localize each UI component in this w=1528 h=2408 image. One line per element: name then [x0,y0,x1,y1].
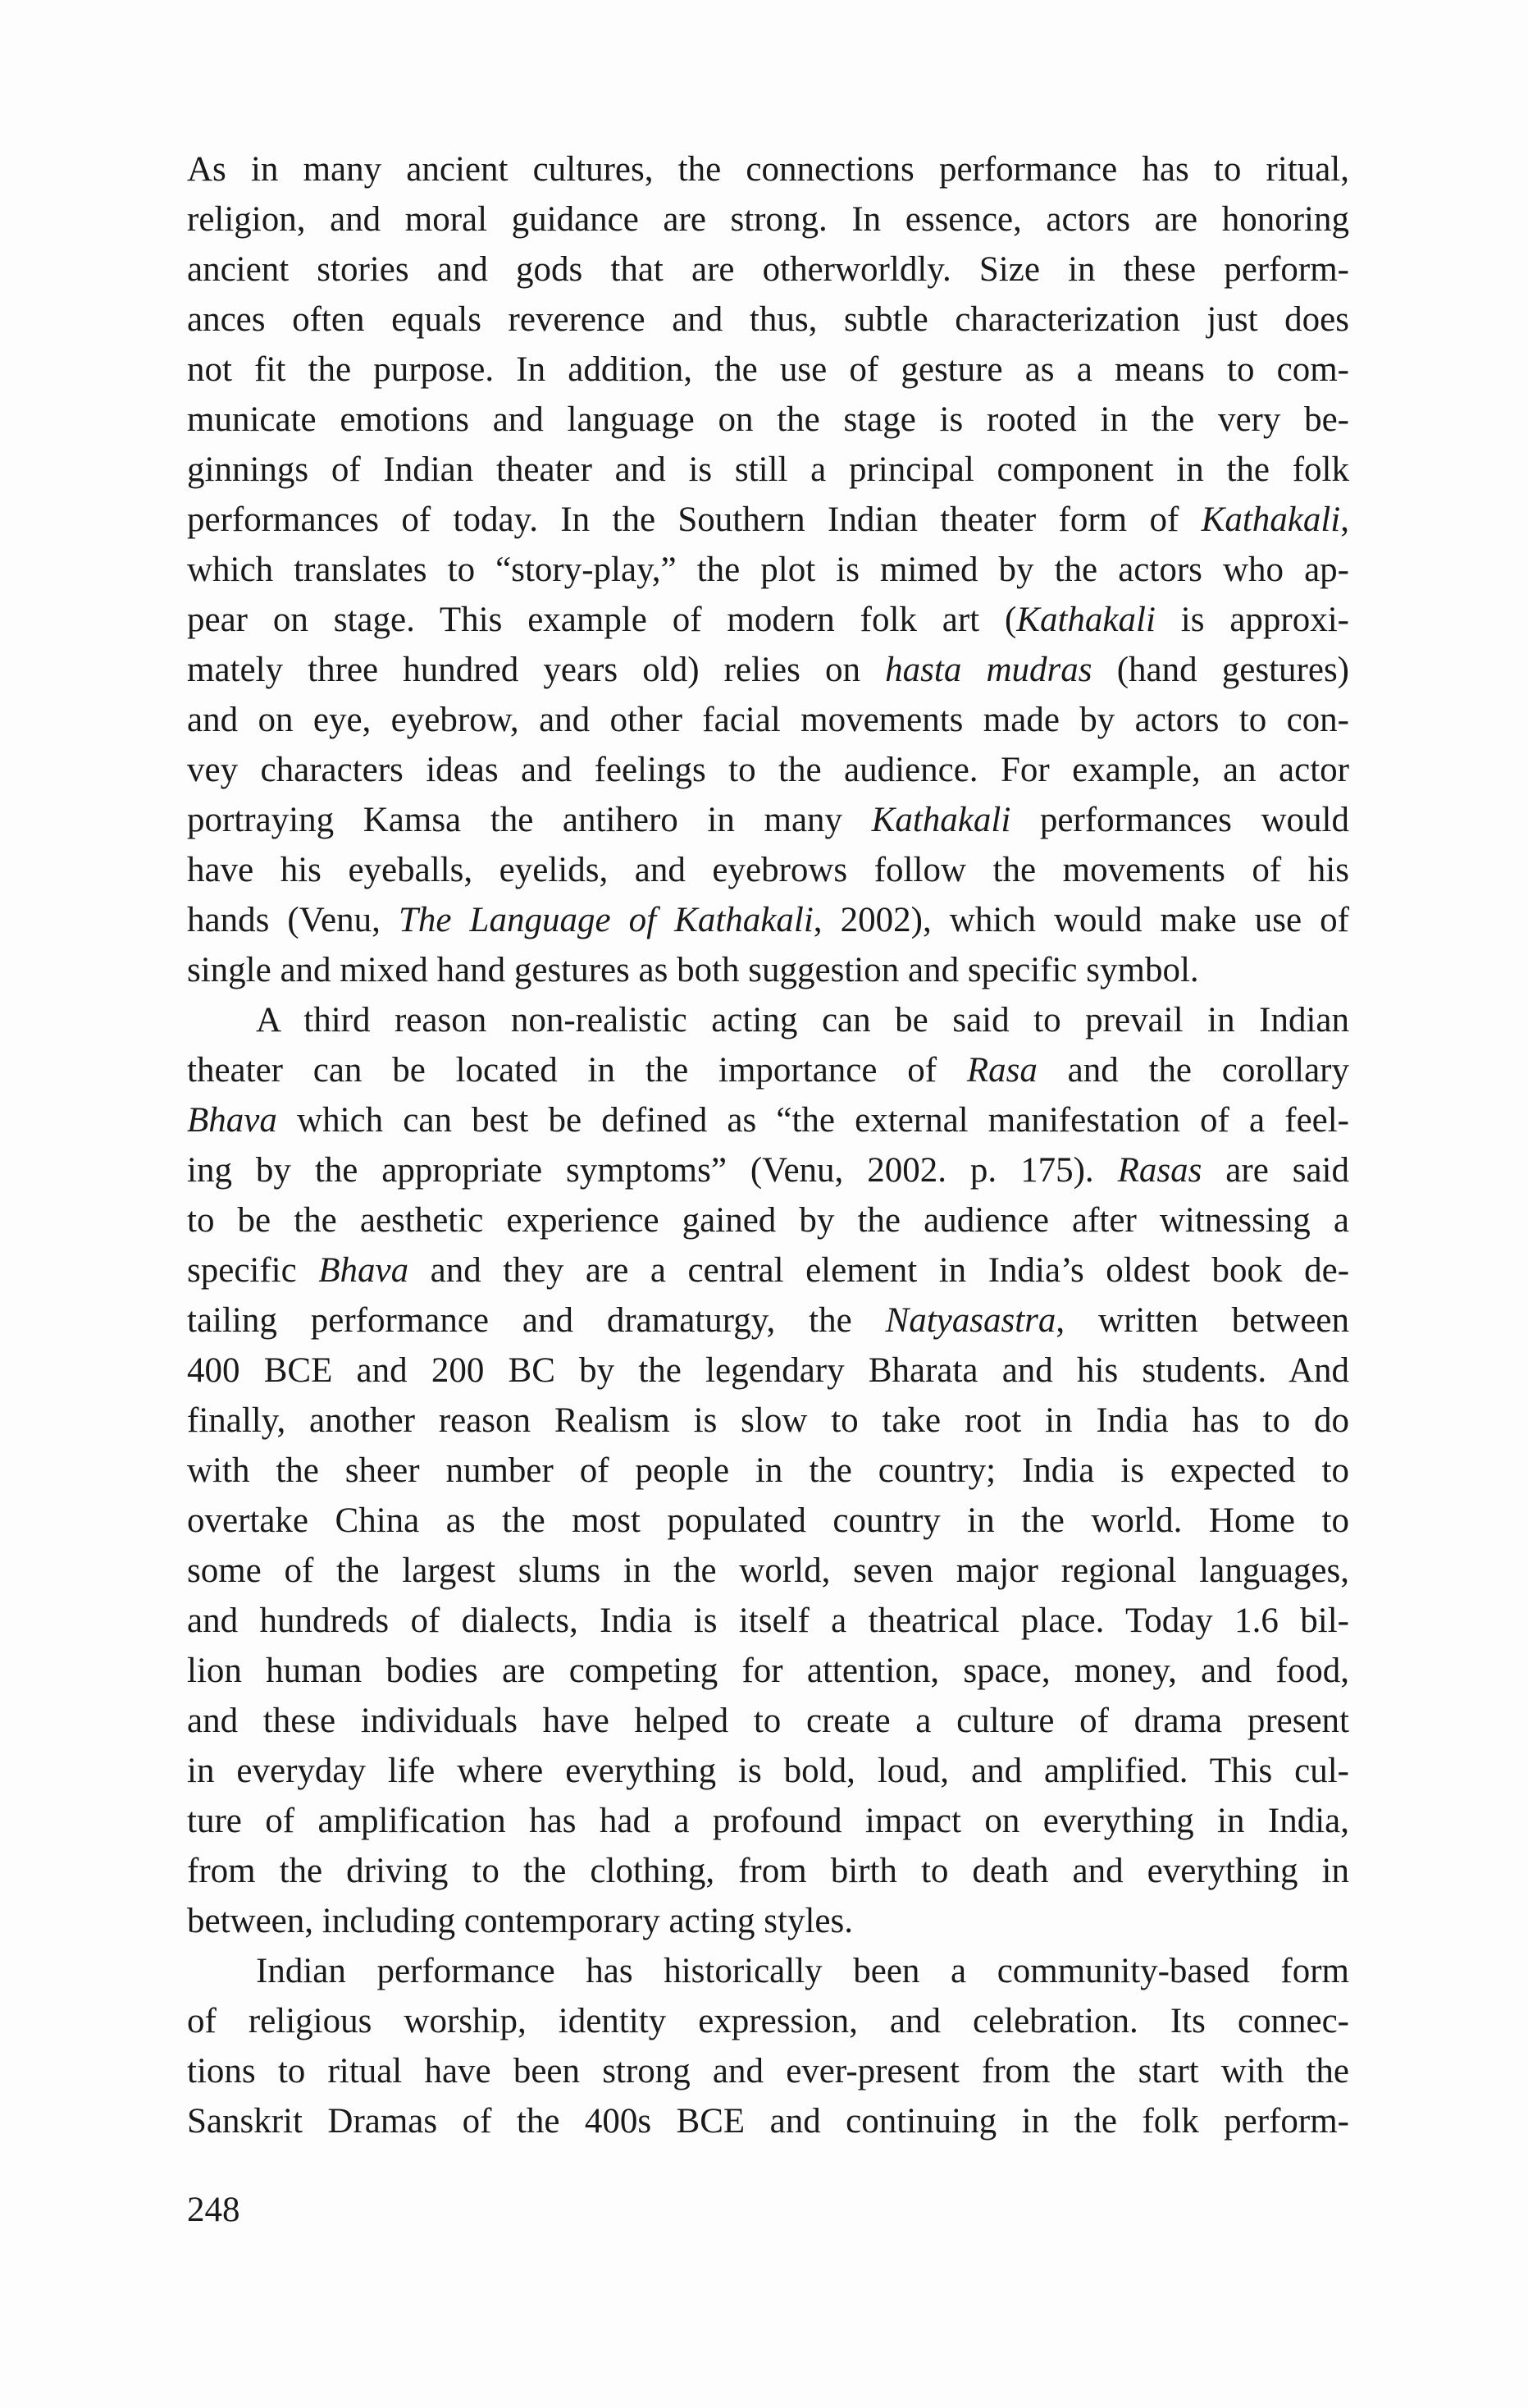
text-line [187,244,1349,295]
text-line [187,1596,1349,1646]
text-line [187,995,1349,1045]
text-segment: overtake China as the most populated country in the world. Home to [187,1501,1349,1540]
text-line [187,745,1349,795]
text-segment: not fit the purpose. In addition, the use of gesture as a means to com- [187,350,1349,389]
text-segment: ances often equals reverence and thus, subtle characterization just does [187,300,1349,339]
text-segment: performances would [1010,801,1349,839]
text-segment: , [1340,500,1349,539]
text-segment: single and mixed hand gestures as both suggestion and specific symbol. [187,951,1199,989]
paragraph [187,144,1349,995]
text-line [187,194,1349,244]
text-segment: performances of today. In the Southern Indian theater form of [187,500,1202,539]
text-segment: , written between [1056,1301,1349,1340]
text-line [187,595,1349,645]
text-segment: ginnings of Indian theater and is still a principal component in the folk [187,450,1349,489]
text-line [187,645,1349,695]
text-segment: municate emotions and language on the stage is rooted in the very be- [187,400,1349,439]
text-segment: hands (Venu, [187,901,399,939]
text-segment: vey characters ideas and feelings to the audience. For example, an actor [187,751,1349,789]
text-segment: which can best be defined as “the external manifestation of a feel- [276,1101,1349,1140]
italic-text: Rasa [966,1051,1038,1090]
text-segment: have his eyeballs, eyelids, and eyebrows follow the movements of his [187,851,1349,889]
page-number: 248 [187,2191,240,2229]
text-segment: some of the largest slums in the world, seven major regional languages, [187,1551,1349,1590]
text-line [187,445,1349,495]
text-line [187,295,1349,345]
text-segment: is approxi- [1155,601,1349,639]
text-segment: lion human bodies are competing for attention, space, money, and food, [187,1652,1349,1690]
text-line [187,895,1349,945]
text-line [187,1346,1349,1396]
text-line [187,1446,1349,1496]
text-segment: with the sheer number of people in the country; India is expected to [187,1451,1349,1490]
paragraph [187,995,1349,1946]
text-line [187,2096,1349,2146]
body-text [187,144,1349,2146]
text-segment: religion, and moral guidance are strong. In essence, actors are honoring [187,200,1349,239]
text-line [187,1195,1349,1245]
italic-text: Kathakali [1201,500,1341,539]
italic-text: Kathakali [1016,601,1156,639]
text-line [187,1646,1349,1696]
text-segment: from the driving to the clothing, from birth to death and everything in [187,1852,1349,1890]
text-line [187,1996,1349,2046]
text-segment: theater can be located in the importance of [187,1051,967,1090]
text-line [187,1846,1349,1896]
text-segment: portraying Kamsa the antihero in many [187,801,872,839]
italic-text: The Language of Kathakali [398,901,814,939]
text-line [187,495,1349,545]
text-segment: which translates to “story-play,” the plot is mimed by the actors who ap- [187,551,1349,589]
text-segment: and hundreds of dialects, India is itself a theatrical place. Today 1.6 bil- [187,1602,1349,1640]
text-segment: and the corollary [1037,1051,1350,1090]
text-segment: (hand gestures) [1092,651,1349,689]
text-line [187,144,1349,194]
text-segment: specific [187,1251,319,1290]
text-segment: ture of amplification has had a profound impact on everything in India, [187,1802,1349,1840]
italic-text: Bhava [318,1251,409,1290]
text-line [187,2046,1349,2096]
text-line [187,1145,1349,1195]
text-segment: tions to ritual have been strong and ever-present from the start with the [187,2052,1349,2090]
text-segment: to be the aesthetic experience gained by the audience after witnessing a [187,1201,1349,1240]
text-segment: are said [1202,1151,1349,1190]
text-segment: mately three hundred years old) relies on [187,651,886,689]
text-line [187,1796,1349,1846]
text-segment: , 2002), which would make use of [813,901,1349,939]
italic-text: hasta mudras [885,651,1092,689]
text-segment: tailing performance and dramaturgy, the [187,1301,886,1340]
text-line [187,945,1349,995]
text-segment: in everyday life where everything is bold, loud, and amplified. This cul- [187,1752,1349,1790]
text-line [187,1245,1349,1295]
text-line [187,845,1349,895]
text-segment: and they are a central element in India’s oldest book de- [408,1251,1350,1290]
text-line [187,1946,1349,1996]
text-line [187,1896,1349,1946]
text-line [187,1546,1349,1596]
text-line [187,395,1349,445]
text-segment: As in many ancient cultures, the connections performance has to ritual, [187,150,1349,189]
text-segment: finally, another reason Realism is slow to take root in India has to do [187,1401,1349,1440]
paragraph [187,1946,1349,2146]
text-segment: and these individuals have helped to create a culture of drama present [187,1702,1349,1740]
text-segment: 400 BCE and 200 BC by the legendary Bharata and his students. And [187,1351,1349,1390]
text-segment: between, including contemporary acting styles. [187,1902,853,1940]
text-segment: and on eye, eyebrow, and other facial movements made by actors to con- [187,701,1349,739]
text-line [187,1696,1349,1746]
text-line [187,1396,1349,1446]
italic-text: Natyasastra [885,1301,1056,1340]
text-line [187,1095,1349,1145]
text-line [187,345,1349,395]
italic-text: Bhava [187,1101,277,1140]
italic-text: Kathakali [871,801,1011,839]
text-line [187,1295,1349,1346]
text-segment: Indian performance has historically been a community-based form [256,1952,1349,1990]
text-segment: of religious worship, identity expression, and celebration. Its connec- [187,2002,1349,2040]
italic-text: Rasas [1117,1151,1202,1190]
text-segment: pear on stage. This example of modern folk art ( [187,601,1017,639]
text-line [187,1746,1349,1796]
text-line [187,1045,1349,1095]
text-line [187,695,1349,745]
text-line [187,545,1349,595]
text-line [187,1496,1349,1546]
text-segment: ing by the appropriate symptoms” (Venu, 2002. p. 175). [187,1151,1118,1190]
text-segment: Sanskrit Dramas of the 400s BCE and continuing in the folk perform- [187,2102,1349,2141]
text-segment: A third reason non-realistic acting can be said to prevail in Indian [256,1001,1349,1040]
text-line [187,795,1349,845]
text-segment: ancient stories and gods that are otherworldly. Size in these perform- [187,250,1349,289]
